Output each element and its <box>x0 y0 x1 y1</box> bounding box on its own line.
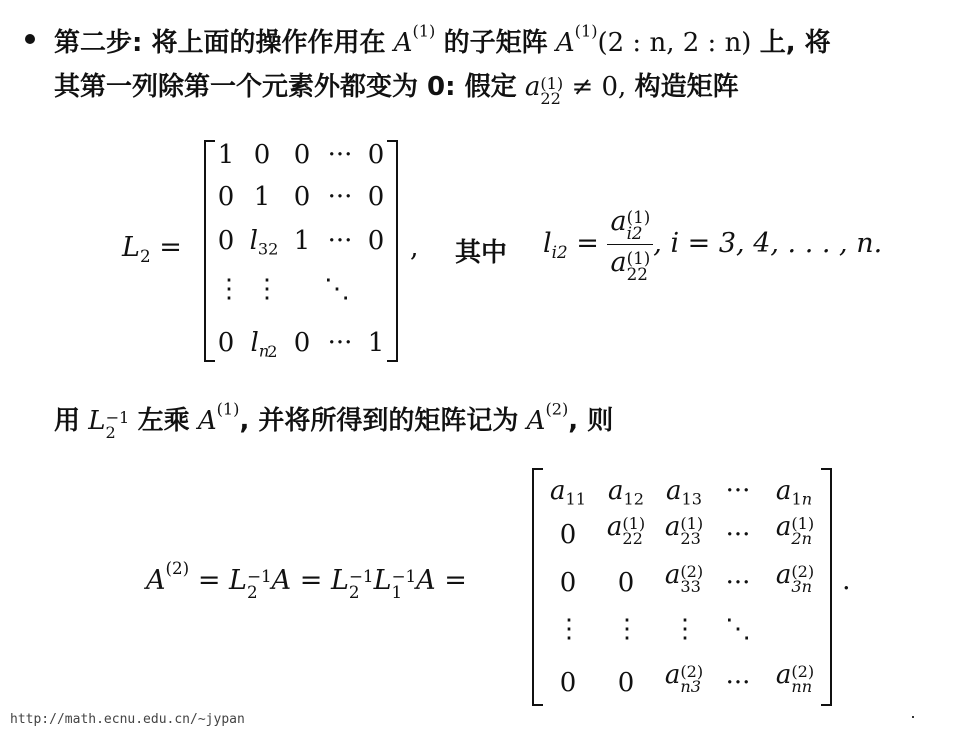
paragraph-line-1 <box>54 22 831 59</box>
step-two-tail: 上, 将 <box>759 28 831 58</box>
l2-matrix <box>204 140 398 362</box>
matrix-cell-a2n: a (1) 2n <box>775 512 815 548</box>
assumption-text: 其第一列除第一个元素外都变为 0: 假定 <box>54 72 517 102</box>
ddots: ⋱ <box>324 274 350 304</box>
a2-lhs: $A^{(2)} = L$ −1 2 A = L −1 2 L −1 1 A = <box>146 557 467 603</box>
a2-matrix <box>532 468 832 706</box>
right-bracket <box>821 468 832 706</box>
matrix-cell: 0 <box>617 668 635 698</box>
matrix-cell: 0 <box>217 182 235 212</box>
matrix-cell: 0 <box>293 140 311 170</box>
vdots: ⋮ <box>556 614 582 644</box>
submatrix-symbol: $A^{(1)}$ <box>555 21 598 58</box>
matrix-cell: 0 <box>367 182 385 212</box>
left-bracket <box>204 140 215 362</box>
pivot-a22-symbol: a (1) 22 <box>524 72 564 108</box>
matrix-cell-a22: a (1) 22 <box>606 512 646 548</box>
matrix-a1-symbol: $A^{(1)}$ <box>197 399 240 436</box>
submatrix-text: 的子矩阵 <box>443 28 548 58</box>
matrix-cell: 0 <box>217 328 235 358</box>
matrix-cell: 0 <box>217 226 235 256</box>
matrix-cell-a23: a (1) 23 <box>664 512 704 548</box>
bullet-point <box>25 34 35 44</box>
l2-lhs: $L_2$ = <box>122 232 182 266</box>
matrix-cell: ··· <box>327 328 353 358</box>
matrix-cell: 0 <box>559 520 577 550</box>
matrix-cell: ··· <box>327 182 353 212</box>
hdots: ··· <box>725 668 751 698</box>
hdots: ··· <box>725 520 751 550</box>
right-bracket <box>387 140 398 362</box>
matrix-cell-ln2: $l_{n2}$ <box>250 328 278 361</box>
construct-matrix-text: 构造矩阵 <box>634 72 739 102</box>
paragraph-line-3: 用 L −1 2 左乘 $A^{(1)}$, 并将所得到的矩阵记为 $A^{(2)}$, 则 <box>54 399 614 442</box>
matrix-cell-a3n: a (2) 3n <box>775 560 815 596</box>
matrix-cell: 0 <box>559 668 577 698</box>
vdots: ⋮ <box>672 614 698 644</box>
equation2-period: . <box>842 565 851 596</box>
vdots: ⋮ <box>216 274 242 304</box>
matrix-cell-l32: $l_{32}$ <box>249 226 279 259</box>
matrix-cell: ··· <box>327 226 353 256</box>
matrix-cell: ··· <box>327 140 353 170</box>
matrix-cell: 0 <box>559 568 577 598</box>
hdots: ··· <box>725 568 751 598</box>
vdots: ⋮ <box>614 614 640 644</box>
footer-url[interactable]: http://math.ecnu.edu.cn/~jypan <box>10 712 245 727</box>
matrix-cell-ann: a (2) nn <box>775 660 815 696</box>
matrix-cell: 0 <box>293 182 311 212</box>
matrix-cell-a11: $a_{11}$ <box>549 476 586 509</box>
paragraph-line-2 <box>54 66 739 106</box>
matrix-cell: 0 <box>617 568 635 598</box>
matrix-cell: 0 <box>367 140 385 170</box>
matrix-cell-a33: a (2) 33 <box>664 560 704 596</box>
matrix-cell-a1n: $a_{1n}$ <box>775 476 813 509</box>
equation1-comma: , <box>410 232 419 263</box>
matrix-cell-a12: $a_{12}$ <box>607 476 644 509</box>
li2-definition: $l_{i2}$ = a (1) i2 a (1) 22 , i = 3, 4, . . . , n. <box>543 206 883 285</box>
matrix-cell: 1 <box>253 182 271 212</box>
where-label: 其中 <box>455 238 508 268</box>
submatrix-range: (2 : n, 2 : n) <box>597 28 752 58</box>
hdots: ··· <box>725 476 751 506</box>
matrix-a2-symbol: $A^{(2)}$ <box>526 399 569 436</box>
matrix-cell: 0 <box>367 226 385 256</box>
vdots: ⋮ <box>254 274 280 304</box>
l2-inverse-symbol: L −1 2 <box>88 406 130 442</box>
matrix-cell: 1 <box>217 140 235 170</box>
ddots: ⋱ <box>725 614 751 644</box>
matrix-cell: 0 <box>293 328 311 358</box>
neq-zero: ≠ 0, <box>571 72 627 102</box>
footer-dot <box>912 716 914 718</box>
matrix-cell-an3: a (2) n3 <box>664 660 704 696</box>
matrix-cell-a13: $a_{13}$ <box>665 476 702 509</box>
matrix-cell: 1 <box>293 226 311 256</box>
step-two-text: 第二步: 将上面的操作作用在 <box>54 28 386 58</box>
li2-fraction: a (1) i2 a (1) 22 <box>607 206 653 283</box>
left-bracket <box>532 468 543 706</box>
matrix-cell: 1 <box>367 328 385 358</box>
matrix-cell: 0 <box>253 140 271 170</box>
matrix-a1-symbol: $A^{(1)}$ <box>393 21 436 58</box>
